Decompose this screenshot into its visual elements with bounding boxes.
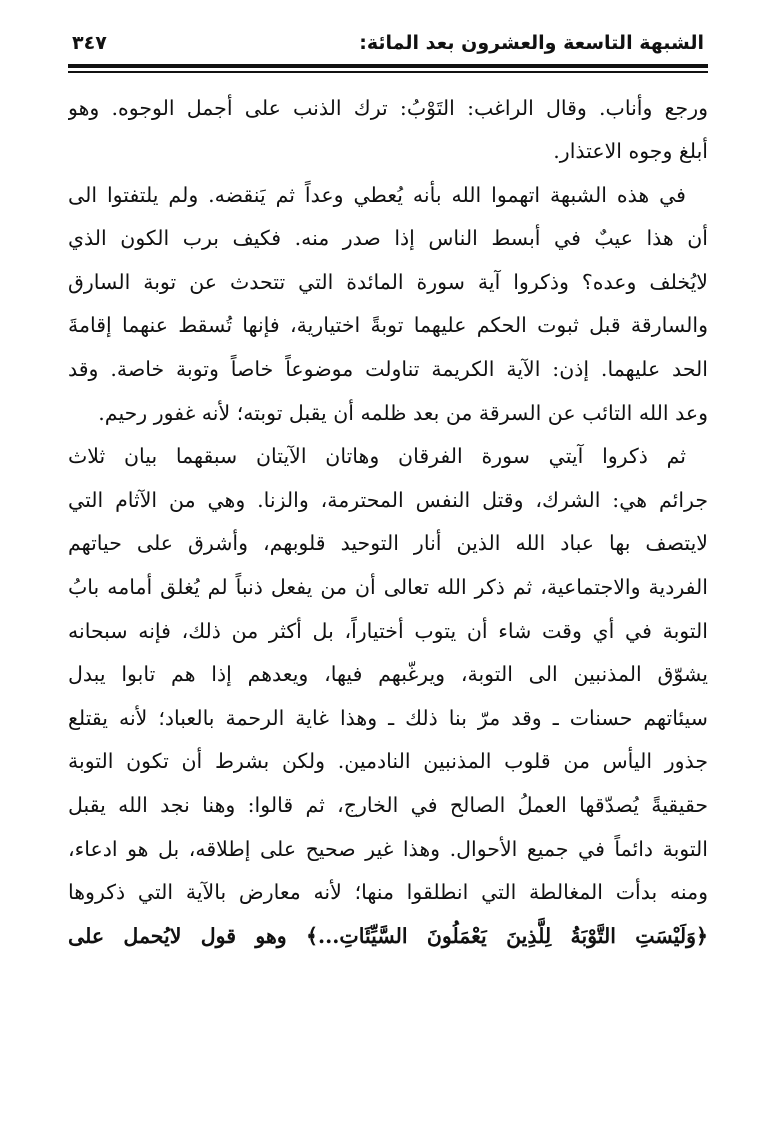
quran-verse-line: ﴿وَلَيْسَتِ التَّوْبَةُ لِلَّذِينَ يَعْمَلُونَ السَّيِّئَاتِ...﴾ وهو قول لايُحمل على bbox=[68, 923, 708, 948]
text-line: أن هذا عيبٌ في أبسط الناس إذا صدر منه. فكيف برب الكون الذي bbox=[68, 226, 708, 251]
page-number: ٣٤٧ bbox=[72, 32, 107, 54]
text-line: يشوّق المذنبين الى التوبة، ويرغّبهم فيها، ويعدهم إذا هم تابوا يبدل bbox=[68, 662, 708, 687]
header-rule-thick bbox=[68, 64, 708, 68]
text-line: ومنه بدأت المغالطة التي انطلقوا منها؛ لأنه معارض بالآية التي ذكروها bbox=[68, 880, 708, 905]
text-line: لايتصف بها عباد الله الذين أنار التوحيد قلوبهم، وأشرق على حياتهم bbox=[68, 531, 708, 556]
text-line: سيئاتهم حسنات ـ وقد مرّ بنا ذلك ـ وهذا غاية الرحمة بالعباد؛ لأنه يقتلع bbox=[68, 705, 708, 730]
text-line: جذور اليأس من قلوب المذنبين النادمين. ولكن بشرط أن تكون التوبة bbox=[68, 749, 708, 774]
text-line: الفردية والاجتماعية، ثم ذكر الله تعالى أن من يفعل ذنباً لم يُغلق أمامه بابُ bbox=[68, 575, 708, 600]
text-line: التوبة دائماً في جميع الأحوال. وهذا غير صحيح على إطلاقه، بل هو ادعاء، bbox=[68, 836, 708, 861]
running-title: الشبهة التاسعة والعشرون بعد المائة: bbox=[359, 32, 704, 54]
text-line: الحد عليهما. إذن: الآية الكريمة تناولت موضوعاً خاصاً وتوبة خاصة. وقد bbox=[68, 357, 708, 382]
text-line: لايُخلف وعده؟ وذكروا آية سورة المائدة التي تتحدث عن توبة السارق bbox=[68, 269, 708, 294]
paragraph-start-line: ثم ذكروا آيتي سورة الفرقان وهاتان الآيتان سبقهما بيان ثلاث bbox=[68, 444, 686, 469]
header-rule-thin bbox=[68, 71, 708, 73]
paragraph-start-line: في هذه الشبهة اتهموا الله بأنه يُعطي وعداً ثم يَنقضه. ولم يلتفتوا الى bbox=[68, 182, 686, 207]
body-text bbox=[68, 87, 708, 959]
text-line: ورجع وأناب. وقال الراغب: التَوْبُ: ترك الذنب على أجمل الوجوه. وهو bbox=[68, 95, 708, 120]
text-line: وعد الله التائب عن السرقة من بعد ظلمه أن يقبل توبته؛ لأنه غفور رحيم. bbox=[98, 400, 708, 425]
text-line: التوبة في أي وقت شاء أن يتوب أختياراً، بل أكثر من ذلك، فإنه سبحانه bbox=[68, 618, 708, 643]
text-line: أبلغ وجوه الاعتذار. bbox=[553, 139, 708, 164]
page-header bbox=[68, 22, 708, 56]
text-line: جرائم هي: الشرك، وقتل النفس المحترمة، والزنا. وهي من الآثام التي bbox=[68, 487, 708, 512]
book-page bbox=[68, 22, 708, 958]
text-line: والسارقة قبل ثبوت الحكم عليهما توبةً اختيارية، فإنها تُسقط عنهما إقامةَ bbox=[68, 313, 708, 338]
text-line: حقيقيةً يُصدّقها العملُ الصالح في الخارج، ثم قالوا: وهنا نجد الله يقبل bbox=[68, 793, 708, 817]
